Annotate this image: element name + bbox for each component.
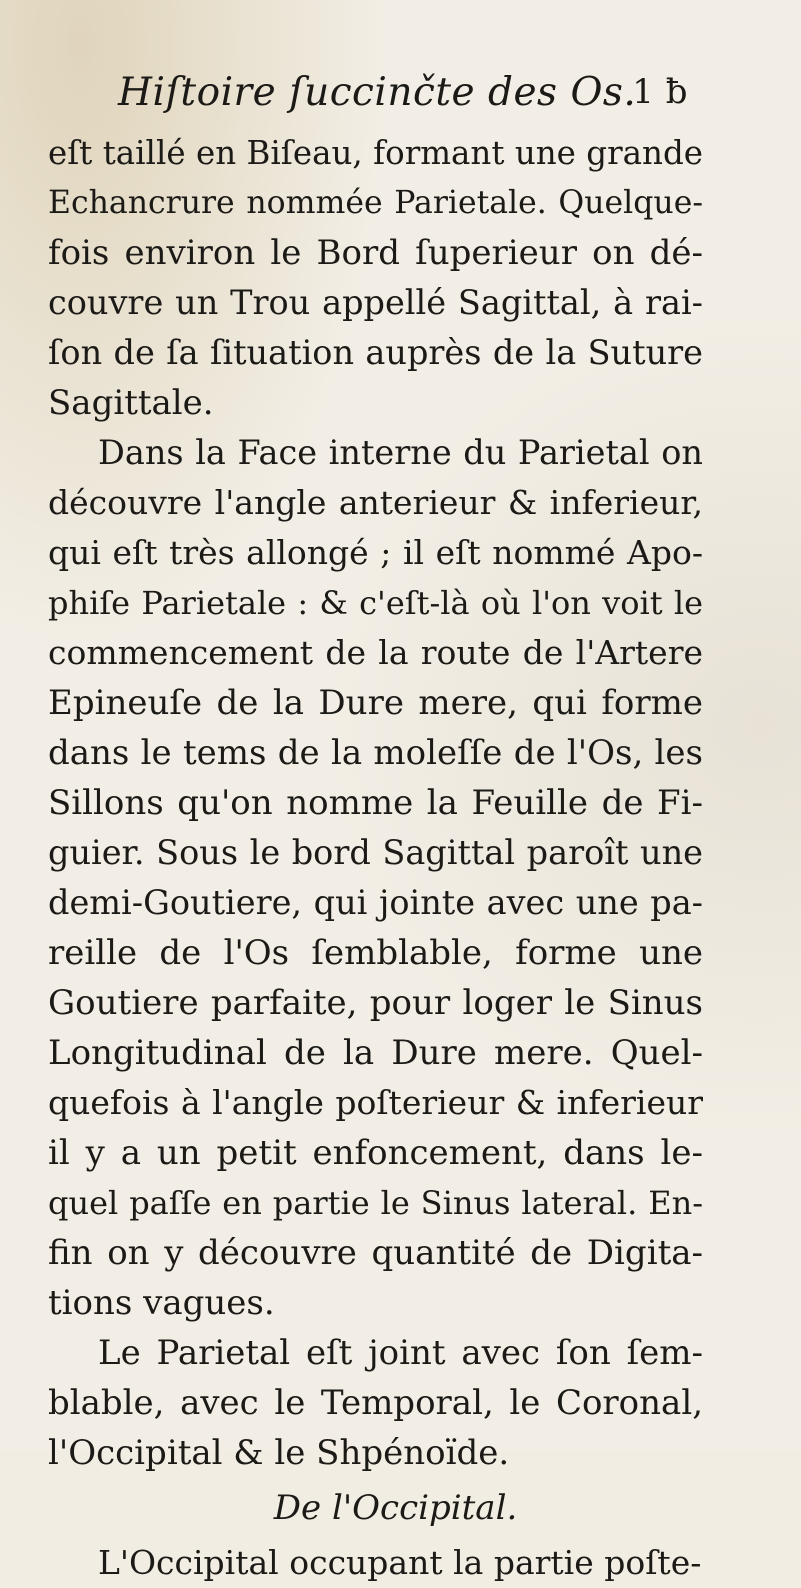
text-line: L'Occipital occupant la partie poſte- (98, 1543, 702, 1582)
page-header (118, 70, 688, 130)
text-line: Echancrure nommée Parietale. Quelque- (48, 185, 703, 221)
text-line: guier. Sous le bord Sagittal paroît une (48, 833, 703, 872)
text-line: Goutiere parfaite, pour loger le Sinus (48, 983, 703, 1023)
text-line: commencement de la route de l'Artere (48, 633, 703, 672)
body-text (48, 128, 703, 1588)
text-line: Epineuſe de la Dure mere, qui forme (48, 683, 703, 723)
text-line: fin on y découvre quantité de Digita- (48, 1233, 703, 1273)
text-line: quel paſſe en partie le Sinus lateral. En- (48, 1184, 703, 1222)
text-line: qui eſt très allongé ; il eſt nommé Apo- (48, 533, 703, 572)
text-line: Sagittale. (48, 383, 214, 423)
text-line: reille de l'Os ſemblable, forme une (48, 933, 703, 973)
running-title: Hiſtoire ſuccinčte des Os. (118, 70, 637, 115)
text-line: eſt taillé en Biſeau, formant une grande (48, 134, 703, 172)
text-line: Longitudinal de la Dure mere. Quel- (48, 1033, 703, 1073)
text-line: fois environ le Bord ſuperieur on dé- (48, 233, 703, 273)
text-line: tions vagues. (48, 1283, 275, 1323)
text-line: couvre un Trou appellé Sagittal, à rai- (48, 283, 703, 322)
text-line: l'Occipital & le Shpénoïde. (48, 1433, 510, 1473)
page-number: 1 ƀ (632, 72, 688, 112)
text-line: il y a un petit enfoncement, dans le- (48, 1133, 703, 1173)
section-heading: De l'Occipital. (273, 1488, 518, 1528)
text-line: phiſe Parietale : & c'eſt-là où l'on voit le (48, 584, 703, 622)
text-line: quefois à l'angle poſterieur & inferieur (48, 1083, 703, 1122)
text-line: demi-Goutiere, qui jointe avec une pa- (48, 883, 703, 922)
text-line: ſon de ſa ſituation auprès de la Suture (48, 333, 703, 372)
text-line: Sillons qu'on nomme la Feuille de Fi- (48, 783, 703, 823)
text-line: blable, avec le Temporal, le Coronal, (48, 1383, 703, 1423)
text-line: découvre l'angle anterieur & inferieur, (48, 483, 703, 522)
text-line: dans le tems de la moleſſe de l'Os, les (48, 733, 703, 773)
text-line: Le Parietal eſt joint avec ſon ſem- (98, 1333, 703, 1373)
text-line: Dans la Face interne du Parietal on (98, 433, 703, 472)
